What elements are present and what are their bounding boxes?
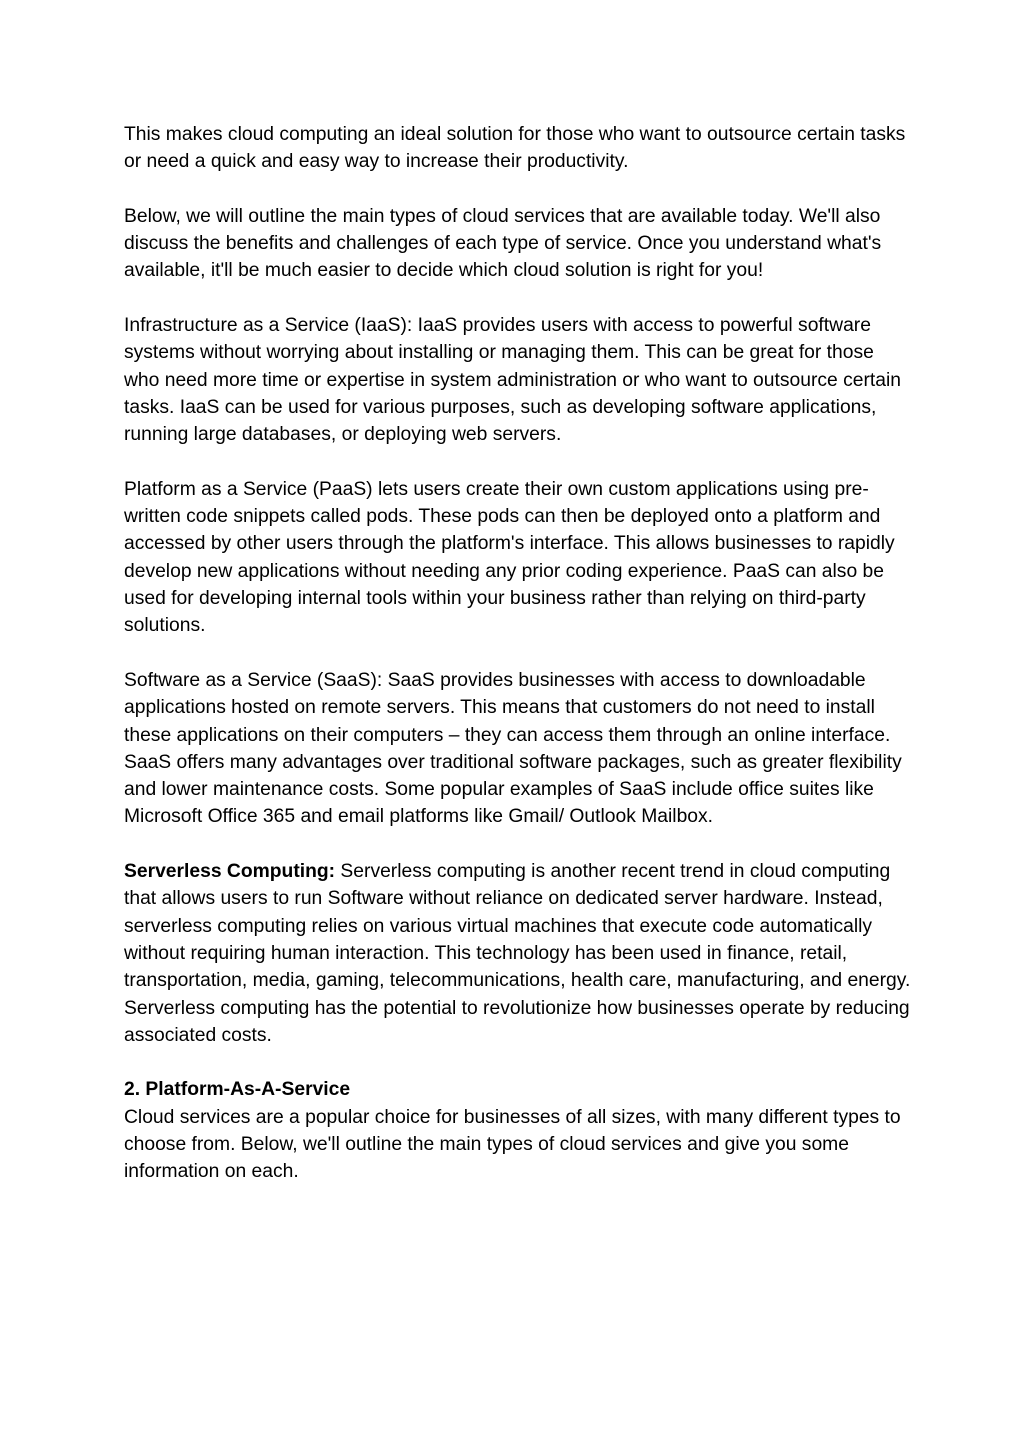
paragraph-serverless (124, 858, 914, 1049)
serverless-body: Serverless computing is another recent trend in cloud computing that allows users to run Software without reliance on dedicated server hardware. Instead, serverless computing relies on various virtual machines that execute code automatically without requiring human interaction. This technology has been used in finance, retail, transportation, media, gaming, telecommunications, health care, manufacturing, and energy. Serverless computing has the potential to revolutionize how businesses operate by reducing associated costs. (124, 861, 911, 1046)
paragraph-iaas: Infrastructure as a Service (IaaS): IaaS provides users with access to powerful software systems without worrying about installing or managing them. This can be great for those who need more time or expertise in system administration or who want to outsource certain tasks. IaaS can be used for various purposes, such as developing software applications, running large databases, or deploying web servers. (124, 315, 901, 446)
paragraph-saas: Software as a Service (SaaS): SaaS provides businesses with access to downloadable applications hosted on remote servers. This means that customers do not need to install these applications on their computers – they can access them through an online interface. SaaS offers many advantages over traditional software packages, such as greater flexibility and lower maintenance costs. Some popular examples of SaaS include office suites like Microsoft Office 365 and email platforms like Gmail/ Outlook Mailbox. (124, 669, 902, 828)
paragraph-overview: Below, we will outline the main types of cloud services that are available today. We'll also discuss the benefits and challenges of each type of service. Once you understand what's available, it'll be much easier to decide which cloud solution is right for you! (124, 205, 882, 282)
section-heading-paas: 2. Platform-As-A-Service (124, 1079, 351, 1101)
serverless-lead: Serverless Computing: (124, 861, 336, 883)
document-page (124, 121, 914, 1186)
paragraph-cloud-services: Cloud services are a popular choice for businesses of all sizes, with many different types to choose from. Below, we'll outline the main types of cloud services and give you some information on each. (124, 1106, 901, 1183)
paragraph-intro: This makes cloud computing an ideal solution for those who want to outsource certain tasks or need a quick and easy way to increase their productivity. (124, 124, 906, 173)
paragraph-paas: Platform as a Service (PaaS) lets users create their own custom applications using pre-written code snippets called pods. These pods can then be deployed onto a platform and accessed by other users through the platform's interface. This allows businesses to rapidly develop new applications without needing any prior coding experience. PaaS can also be used for developing internal tools within your business rather than relying on third-party solutions. (124, 478, 895, 637)
